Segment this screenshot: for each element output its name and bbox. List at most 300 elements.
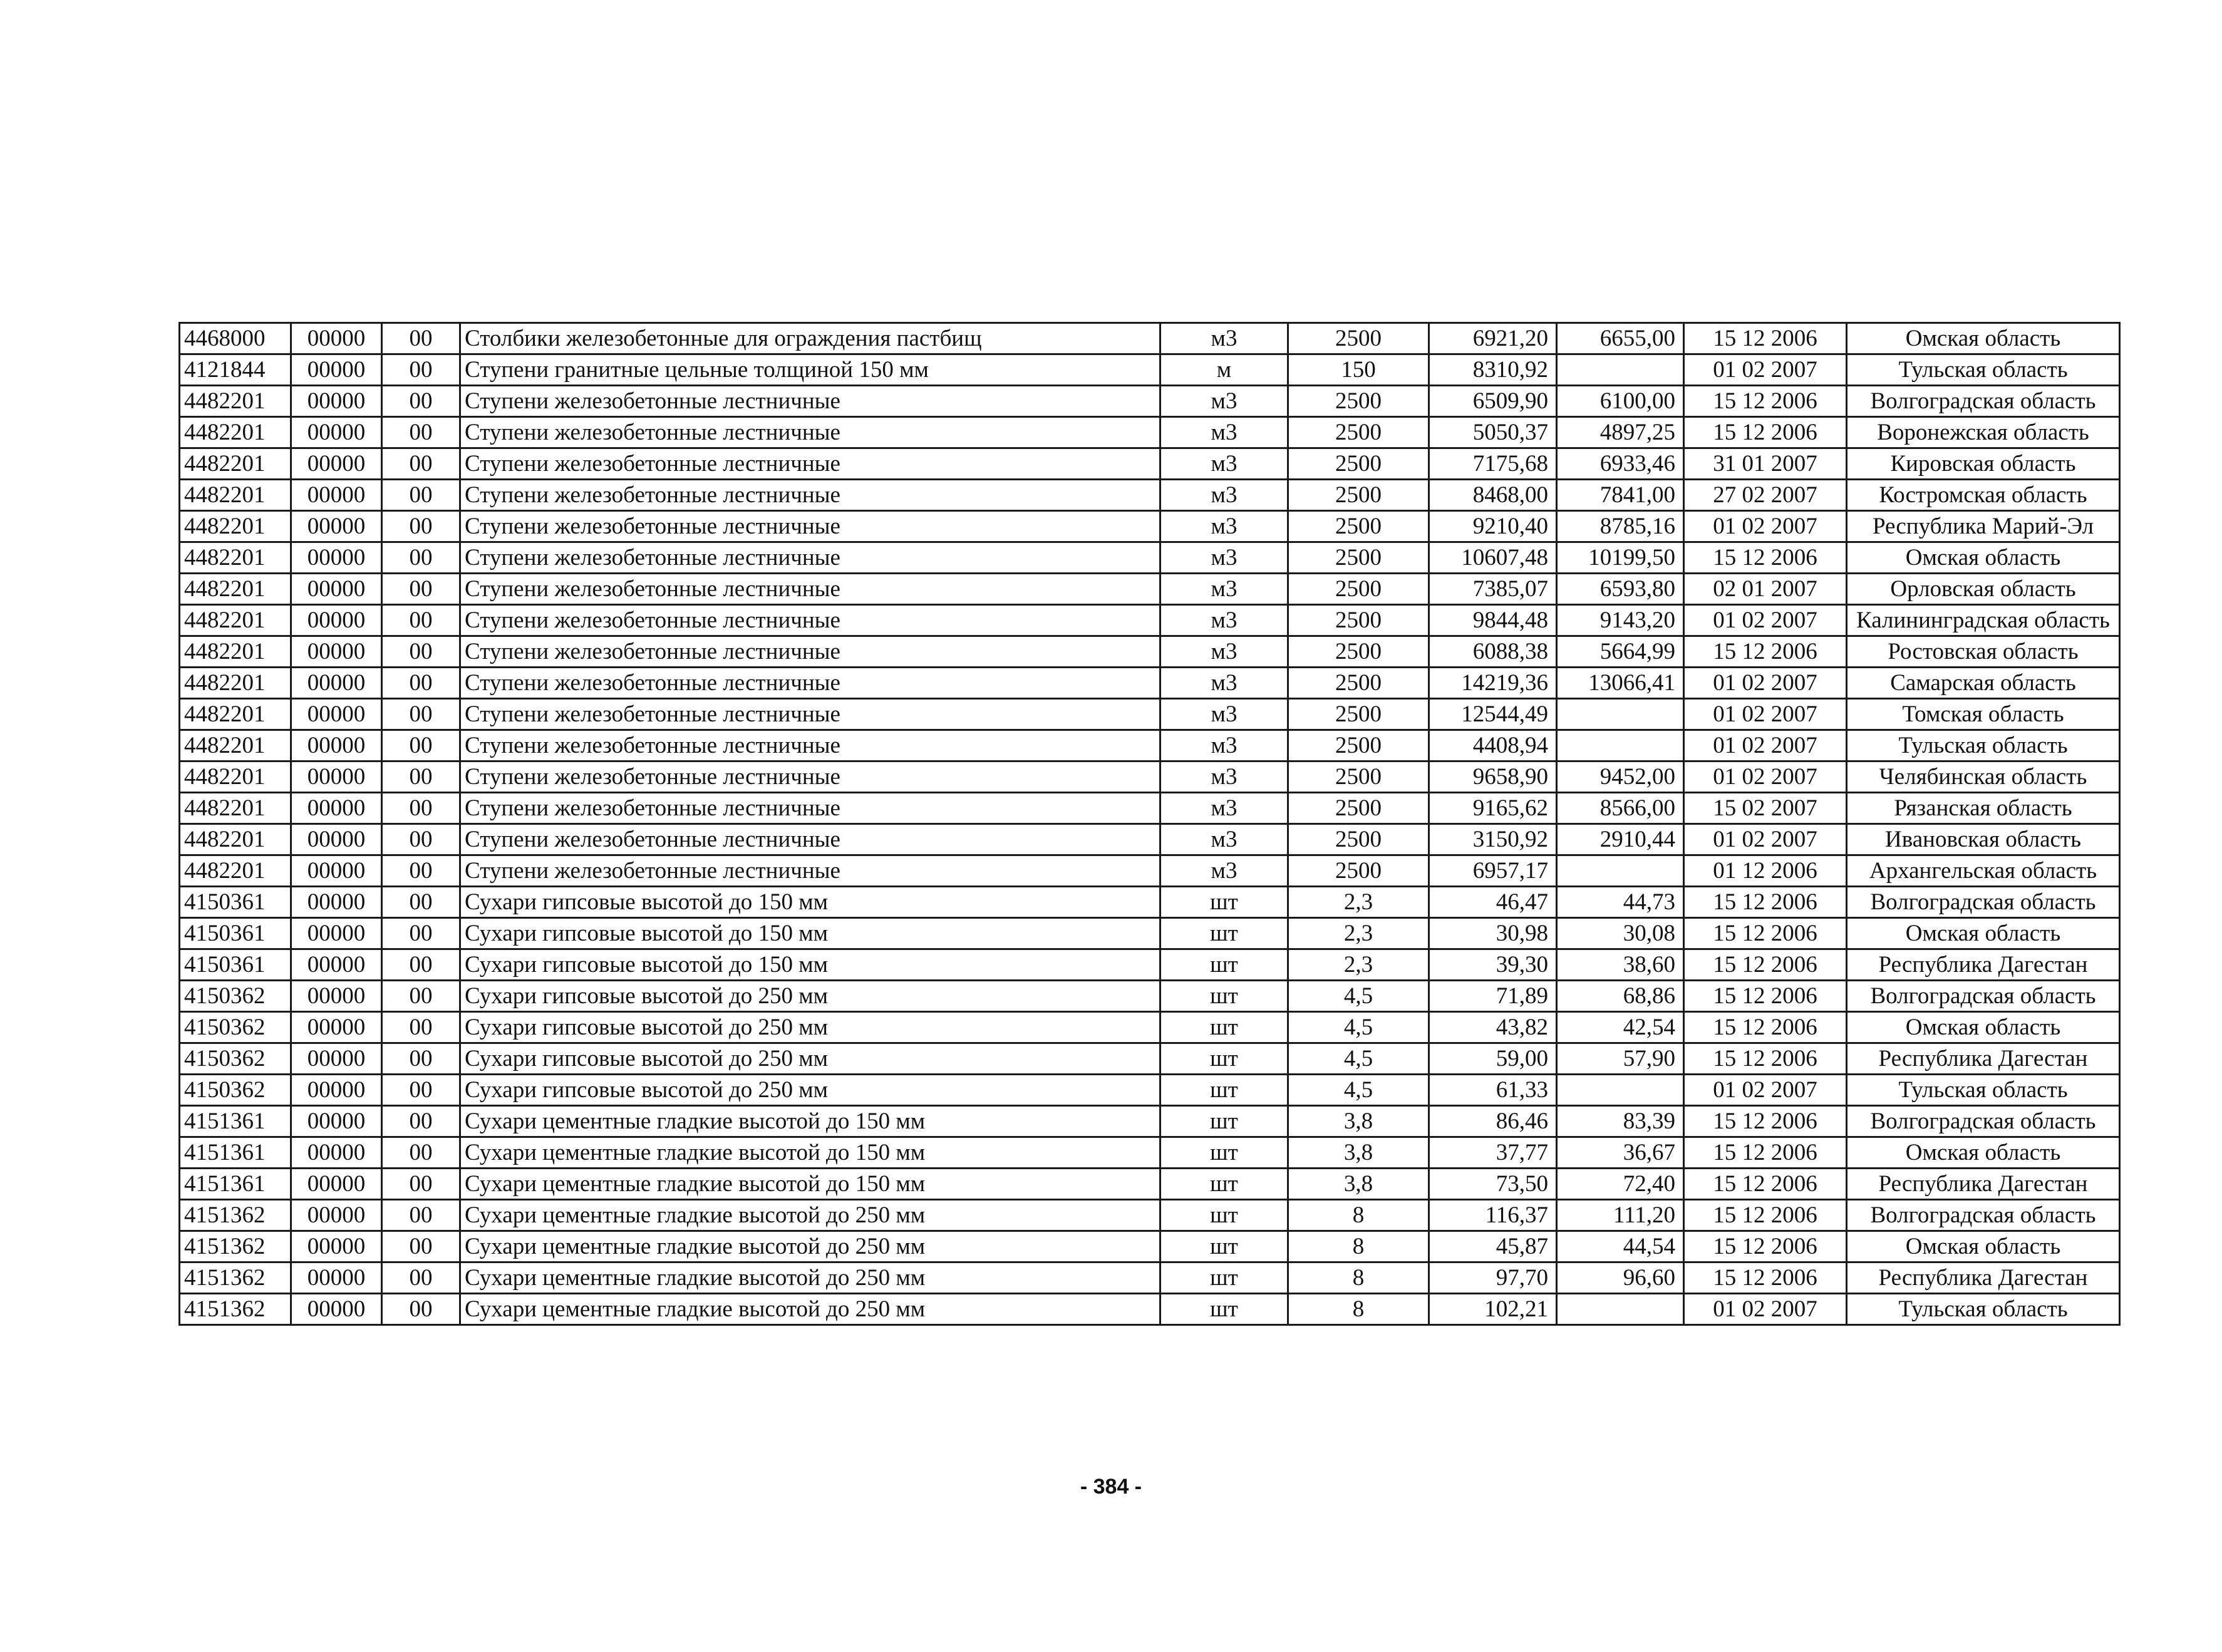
cell-subcode: 00000	[291, 761, 382, 793]
cell-subcode: 00000	[291, 949, 382, 981]
cell-code: 4482201	[180, 855, 291, 887]
cell-price: 61,33	[1429, 1075, 1557, 1106]
cell-suffix: 00	[382, 699, 460, 730]
cell-suffix: 00	[382, 1043, 460, 1075]
cell-date: 27 02 2007	[1684, 480, 1847, 511]
cell-unit: шт	[1160, 1294, 1288, 1325]
table-row	[180, 511, 2120, 542]
cell-suffix: 00	[382, 417, 460, 448]
cell-unit: шт	[1160, 1169, 1288, 1200]
cell-norm: 150	[1288, 354, 1429, 386]
cell-name: Ступени железобетонные лестничные	[460, 448, 1160, 480]
cell-region: Республика Дагестан	[1847, 1169, 2120, 1200]
cell-suffix: 00	[382, 354, 460, 386]
cell-subcode: 00000	[291, 1294, 382, 1325]
cell-price-alt: 6100,00	[1557, 386, 1684, 417]
cell-name: Сухари цементные гладкие высотой до 250 мм	[460, 1200, 1160, 1231]
cell-code: 4482201	[180, 793, 291, 824]
cell-unit: шт	[1160, 1012, 1288, 1043]
cell-name: Сухари цементные гладкие высотой до 250 мм	[460, 1294, 1160, 1325]
table-row	[180, 1169, 2120, 1200]
cell-price-alt	[1557, 855, 1684, 887]
table-row	[180, 605, 2120, 636]
cell-name: Столбики железобетонные для ограждения пастбищ	[460, 323, 1160, 354]
table-row	[180, 887, 2120, 918]
cell-norm: 4,5	[1288, 1012, 1429, 1043]
cell-norm: 2500	[1288, 605, 1429, 636]
table-row	[180, 824, 2120, 855]
cell-price-alt	[1557, 699, 1684, 730]
cell-price: 7385,07	[1429, 574, 1557, 605]
cell-price-alt: 44,73	[1557, 887, 1684, 918]
cell-suffix: 00	[382, 761, 460, 793]
cell-price-alt: 111,20	[1557, 1200, 1684, 1231]
table-row	[180, 918, 2120, 949]
cell-region: Калининградская область	[1847, 605, 2120, 636]
cell-name: Сухари гипсовые высотой до 150 мм	[460, 887, 1160, 918]
cell-region: Волгоградская область	[1847, 887, 2120, 918]
cell-code: 4150362	[180, 1012, 291, 1043]
cell-code: 4482201	[180, 730, 291, 761]
cell-name: Ступени железобетонные лестничные	[460, 605, 1160, 636]
cell-date: 01 02 2007	[1684, 1075, 1847, 1106]
cell-unit: м3	[1160, 730, 1288, 761]
cell-norm: 8	[1288, 1294, 1429, 1325]
page-number: - 384 -	[1080, 1475, 1142, 1499]
cell-price-alt: 6655,00	[1557, 323, 1684, 354]
cell-unit: м3	[1160, 448, 1288, 480]
cell-region: Ростовская область	[1847, 636, 2120, 668]
cell-region: Челябинская область	[1847, 761, 2120, 793]
cell-norm: 2500	[1288, 480, 1429, 511]
cell-norm: 3,8	[1288, 1106, 1429, 1137]
cell-region: Республика Марий-Эл	[1847, 511, 2120, 542]
cell-name: Сухари цементные гладкие высотой до 150 мм	[460, 1169, 1160, 1200]
cell-region: Омская область	[1847, 918, 2120, 949]
cell-price: 46,47	[1429, 887, 1557, 918]
cell-norm: 2500	[1288, 668, 1429, 699]
cell-unit: шт	[1160, 1075, 1288, 1106]
table-row	[180, 1106, 2120, 1137]
table-row	[180, 417, 2120, 448]
cell-unit: м3	[1160, 417, 1288, 448]
cell-unit: шт	[1160, 981, 1288, 1012]
cell-price: 9844,48	[1429, 605, 1557, 636]
cell-region: Омская область	[1847, 542, 2120, 574]
cell-suffix: 00	[382, 949, 460, 981]
cell-suffix: 00	[382, 1106, 460, 1137]
cell-date: 15 12 2006	[1684, 542, 1847, 574]
cell-price-alt: 38,60	[1557, 949, 1684, 981]
cell-suffix: 00	[382, 1262, 460, 1294]
cell-date: 01 02 2007	[1684, 354, 1847, 386]
price-table	[178, 322, 2121, 1326]
cell-subcode: 00000	[291, 699, 382, 730]
cell-subcode: 00000	[291, 417, 382, 448]
cell-name: Ступени железобетонные лестничные	[460, 824, 1160, 855]
cell-price-alt: 42,54	[1557, 1012, 1684, 1043]
cell-code: 4121844	[180, 354, 291, 386]
cell-subcode: 00000	[291, 668, 382, 699]
cell-price: 43,82	[1429, 1012, 1557, 1043]
cell-region: Республика Дагестан	[1847, 949, 2120, 981]
table-row	[180, 1231, 2120, 1262]
cell-name: Сухари цементные гладкие высотой до 250 мм	[460, 1262, 1160, 1294]
cell-suffix: 00	[382, 605, 460, 636]
cell-code: 4482201	[180, 699, 291, 730]
cell-name: Ступени железобетонные лестничные	[460, 793, 1160, 824]
cell-price-alt	[1557, 730, 1684, 761]
table-row	[180, 855, 2120, 887]
cell-price: 30,98	[1429, 918, 1557, 949]
cell-norm: 8	[1288, 1262, 1429, 1294]
cell-name: Ступени железобетонные лестничные	[460, 511, 1160, 542]
cell-code: 4482201	[180, 824, 291, 855]
cell-subcode: 00000	[291, 574, 382, 605]
cell-norm: 2500	[1288, 699, 1429, 730]
cell-name: Ступени гранитные цельные толщиной 150 мм	[460, 354, 1160, 386]
cell-region: Костромская область	[1847, 480, 2120, 511]
cell-code: 4150361	[180, 949, 291, 981]
cell-region: Томская область	[1847, 699, 2120, 730]
table-row	[180, 448, 2120, 480]
cell-subcode: 00000	[291, 793, 382, 824]
cell-date: 31 01 2007	[1684, 448, 1847, 480]
cell-unit: шт	[1160, 887, 1288, 918]
cell-name: Ступени железобетонные лестничные	[460, 542, 1160, 574]
cell-price: 6509,90	[1429, 386, 1557, 417]
table-row	[180, 1043, 2120, 1075]
cell-unit: шт	[1160, 1262, 1288, 1294]
cell-price: 116,37	[1429, 1200, 1557, 1231]
cell-price-alt: 9143,20	[1557, 605, 1684, 636]
cell-suffix: 00	[382, 887, 460, 918]
cell-code: 4482201	[180, 417, 291, 448]
cell-price: 9165,62	[1429, 793, 1557, 824]
cell-unit: м	[1160, 354, 1288, 386]
cell-date: 15 12 2006	[1684, 1262, 1847, 1294]
table-row	[180, 761, 2120, 793]
cell-suffix: 00	[382, 855, 460, 887]
cell-price-alt: 4897,25	[1557, 417, 1684, 448]
cell-price: 59,00	[1429, 1043, 1557, 1075]
cell-date: 15 12 2006	[1684, 386, 1847, 417]
cell-code: 4150361	[180, 918, 291, 949]
cell-price-alt	[1557, 1075, 1684, 1106]
cell-region: Воронежская область	[1847, 417, 2120, 448]
cell-suffix: 00	[382, 542, 460, 574]
cell-suffix: 00	[382, 574, 460, 605]
cell-region: Рязанская область	[1847, 793, 2120, 824]
table-row	[180, 730, 2120, 761]
cell-date: 15 12 2006	[1684, 1137, 1847, 1169]
cell-region: Тульская область	[1847, 354, 2120, 386]
cell-date: 15 12 2006	[1684, 949, 1847, 981]
cell-norm: 2500	[1288, 730, 1429, 761]
cell-code: 4150362	[180, 1075, 291, 1106]
cell-suffix: 00	[382, 636, 460, 668]
cell-norm: 2,3	[1288, 949, 1429, 981]
cell-price: 6088,38	[1429, 636, 1557, 668]
cell-norm: 2500	[1288, 793, 1429, 824]
cell-name: Ступени железобетонные лестничные	[460, 386, 1160, 417]
cell-norm: 2,3	[1288, 918, 1429, 949]
cell-price-alt: 30,08	[1557, 918, 1684, 949]
cell-code: 4482201	[180, 448, 291, 480]
cell-unit: м3	[1160, 668, 1288, 699]
cell-unit: м3	[1160, 605, 1288, 636]
cell-suffix: 00	[382, 1294, 460, 1325]
cell-code: 4468000	[180, 323, 291, 354]
cell-price-alt	[1557, 354, 1684, 386]
cell-price-alt: 44,54	[1557, 1231, 1684, 1262]
cell-subcode: 00000	[291, 448, 382, 480]
table-row	[180, 386, 2120, 417]
cell-suffix: 00	[382, 1137, 460, 1169]
cell-date: 01 02 2007	[1684, 668, 1847, 699]
cell-date: 01 02 2007	[1684, 605, 1847, 636]
cell-norm: 8	[1288, 1200, 1429, 1231]
cell-subcode: 00000	[291, 1137, 382, 1169]
cell-suffix: 00	[382, 1012, 460, 1043]
table-row	[180, 354, 2120, 386]
table-row	[180, 1262, 2120, 1294]
cell-code: 4151361	[180, 1169, 291, 1200]
cell-norm: 3,8	[1288, 1169, 1429, 1200]
cell-region: Кировская область	[1847, 448, 2120, 480]
table-row	[180, 1294, 2120, 1325]
cell-suffix: 00	[382, 480, 460, 511]
cell-subcode: 00000	[291, 636, 382, 668]
cell-date: 15 12 2006	[1684, 636, 1847, 668]
cell-suffix: 00	[382, 1169, 460, 1200]
cell-norm: 2500	[1288, 761, 1429, 793]
cell-region: Волгоградская область	[1847, 1106, 2120, 1137]
cell-norm: 2500	[1288, 542, 1429, 574]
cell-code: 4150362	[180, 1043, 291, 1075]
cell-name: Ступени железобетонные лестничные	[460, 730, 1160, 761]
cell-price-alt: 9452,00	[1557, 761, 1684, 793]
cell-unit: шт	[1160, 1043, 1288, 1075]
cell-subcode: 00000	[291, 981, 382, 1012]
cell-price: 73,50	[1429, 1169, 1557, 1200]
cell-date: 02 01 2007	[1684, 574, 1847, 605]
cell-region: Ивановская область	[1847, 824, 2120, 855]
cell-unit: шт	[1160, 918, 1288, 949]
cell-price: 9658,90	[1429, 761, 1557, 793]
cell-suffix: 00	[382, 668, 460, 699]
cell-price-alt: 8785,16	[1557, 511, 1684, 542]
cell-suffix: 00	[382, 1231, 460, 1262]
cell-norm: 2500	[1288, 855, 1429, 887]
cell-code: 4150362	[180, 981, 291, 1012]
cell-region: Омская область	[1847, 1137, 2120, 1169]
table-row	[180, 1137, 2120, 1169]
cell-suffix: 00	[382, 323, 460, 354]
cell-norm: 4,5	[1288, 1075, 1429, 1106]
cell-price: 37,77	[1429, 1137, 1557, 1169]
cell-norm: 8	[1288, 1231, 1429, 1262]
cell-date: 01 02 2007	[1684, 824, 1847, 855]
cell-suffix: 00	[382, 511, 460, 542]
cell-price: 86,46	[1429, 1106, 1557, 1137]
table-row	[180, 668, 2120, 699]
cell-norm: 4,5	[1288, 981, 1429, 1012]
cell-price-alt: 6933,46	[1557, 448, 1684, 480]
cell-code: 4151361	[180, 1106, 291, 1137]
cell-price: 9210,40	[1429, 511, 1557, 542]
table-row	[180, 1075, 2120, 1106]
cell-subcode: 00000	[291, 323, 382, 354]
cell-price-alt: 7841,00	[1557, 480, 1684, 511]
cell-price: 71,89	[1429, 981, 1557, 1012]
cell-suffix: 00	[382, 730, 460, 761]
cell-subcode: 00000	[291, 1043, 382, 1075]
cell-subcode: 00000	[291, 480, 382, 511]
cell-suffix: 00	[382, 918, 460, 949]
cell-name: Сухари гипсовые высотой до 150 мм	[460, 949, 1160, 981]
cell-code: 4482201	[180, 668, 291, 699]
cell-region: Орловская область	[1847, 574, 2120, 605]
cell-subcode: 00000	[291, 511, 382, 542]
cell-price: 5050,37	[1429, 417, 1557, 448]
cell-date: 15 12 2006	[1684, 1231, 1847, 1262]
cell-price: 14219,36	[1429, 668, 1557, 699]
cell-subcode: 00000	[291, 1075, 382, 1106]
cell-price: 4408,94	[1429, 730, 1557, 761]
cell-region: Тульская область	[1847, 1075, 2120, 1106]
cell-region: Волгоградская область	[1847, 386, 2120, 417]
table-row	[180, 323, 2120, 354]
cell-subcode: 00000	[291, 1262, 382, 1294]
cell-norm: 3,8	[1288, 1137, 1429, 1169]
cell-unit: м3	[1160, 480, 1288, 511]
cell-price: 12544,49	[1429, 699, 1557, 730]
cell-suffix: 00	[382, 793, 460, 824]
cell-subcode: 00000	[291, 730, 382, 761]
cell-unit: м3	[1160, 542, 1288, 574]
cell-date: 01 02 2007	[1684, 761, 1847, 793]
table-row	[180, 793, 2120, 824]
cell-region: Омская область	[1847, 1231, 2120, 1262]
cell-name: Сухари гипсовые высотой до 150 мм	[460, 918, 1160, 949]
cell-code: 4482201	[180, 542, 291, 574]
cell-price-alt: 36,67	[1557, 1137, 1684, 1169]
cell-unit: м3	[1160, 511, 1288, 542]
cell-price: 7175,68	[1429, 448, 1557, 480]
cell-region: Республика Дагестан	[1847, 1262, 2120, 1294]
cell-name: Ступени железобетонные лестничные	[460, 855, 1160, 887]
cell-price-alt: 6593,80	[1557, 574, 1684, 605]
cell-region: Омская область	[1847, 323, 2120, 354]
cell-unit: м3	[1160, 699, 1288, 730]
cell-region: Волгоградская область	[1847, 981, 2120, 1012]
cell-code: 4482201	[180, 480, 291, 511]
table-row	[180, 949, 2120, 981]
cell-date: 15 12 2006	[1684, 918, 1847, 949]
cell-norm: 2,3	[1288, 887, 1429, 918]
cell-region: Тульская область	[1847, 1294, 2120, 1325]
cell-name: Сухари цементные гладкие высотой до 150 мм	[460, 1106, 1160, 1137]
cell-suffix: 00	[382, 1075, 460, 1106]
cell-unit: м3	[1160, 323, 1288, 354]
cell-code: 4151362	[180, 1200, 291, 1231]
cell-price-alt: 72,40	[1557, 1169, 1684, 1200]
cell-name: Сухари гипсовые высотой до 250 мм	[460, 1012, 1160, 1043]
cell-subcode: 00000	[291, 1200, 382, 1231]
cell-code: 4151362	[180, 1294, 291, 1325]
cell-norm: 2500	[1288, 448, 1429, 480]
cell-subcode: 00000	[291, 1231, 382, 1262]
cell-unit: шт	[1160, 1200, 1288, 1231]
cell-date: 01 02 2007	[1684, 730, 1847, 761]
cell-date: 01 12 2006	[1684, 855, 1847, 887]
cell-suffix: 00	[382, 981, 460, 1012]
cell-name: Сухари гипсовые высотой до 250 мм	[460, 981, 1160, 1012]
cell-region: Архангельская область	[1847, 855, 2120, 887]
cell-unit: м3	[1160, 824, 1288, 855]
cell-price: 97,70	[1429, 1262, 1557, 1294]
cell-name: Ступени железобетонные лестничные	[460, 668, 1160, 699]
cell-norm: 2500	[1288, 511, 1429, 542]
table-row	[180, 574, 2120, 605]
cell-norm: 4,5	[1288, 1043, 1429, 1075]
cell-name: Ступени железобетонные лестничные	[460, 761, 1160, 793]
cell-price-alt: 83,39	[1557, 1106, 1684, 1137]
cell-price: 102,21	[1429, 1294, 1557, 1325]
cell-subcode: 00000	[291, 542, 382, 574]
cell-price-alt: 13066,41	[1557, 668, 1684, 699]
cell-date: 01 02 2007	[1684, 511, 1847, 542]
cell-date: 15 02 2007	[1684, 793, 1847, 824]
cell-price: 8468,00	[1429, 480, 1557, 511]
cell-price-alt	[1557, 1294, 1684, 1325]
cell-date: 15 12 2006	[1684, 1169, 1847, 1200]
cell-code: 4482201	[180, 386, 291, 417]
table-row	[180, 981, 2120, 1012]
cell-norm: 2500	[1288, 636, 1429, 668]
cell-price: 6957,17	[1429, 855, 1557, 887]
cell-subcode: 00000	[291, 1106, 382, 1137]
cell-price-alt: 10199,50	[1557, 542, 1684, 574]
cell-code: 4151361	[180, 1137, 291, 1169]
cell-date: 01 02 2007	[1684, 1294, 1847, 1325]
cell-price: 8310,92	[1429, 354, 1557, 386]
cell-date: 15 12 2006	[1684, 1012, 1847, 1043]
cell-subcode: 00000	[291, 386, 382, 417]
cell-subcode: 00000	[291, 887, 382, 918]
cell-subcode: 00000	[291, 1012, 382, 1043]
cell-region: Тульская область	[1847, 730, 2120, 761]
cell-norm: 2500	[1288, 824, 1429, 855]
cell-suffix: 00	[382, 386, 460, 417]
table-row	[180, 699, 2120, 730]
cell-name: Сухари гипсовые высотой до 250 мм	[460, 1075, 1160, 1106]
table-row	[180, 480, 2120, 511]
cell-date: 15 12 2006	[1684, 1200, 1847, 1231]
cell-date: 15 12 2006	[1684, 323, 1847, 354]
cell-subcode: 00000	[291, 855, 382, 887]
cell-region: Республика Дагестан	[1847, 1043, 2120, 1075]
cell-code: 4151362	[180, 1231, 291, 1262]
cell-unit: м3	[1160, 855, 1288, 887]
cell-unit: м3	[1160, 386, 1288, 417]
cell-suffix: 00	[382, 448, 460, 480]
cell-price-alt: 8566,00	[1557, 793, 1684, 824]
cell-region: Самарская область	[1847, 668, 2120, 699]
cell-subcode: 00000	[291, 824, 382, 855]
cell-date: 15 12 2006	[1684, 417, 1847, 448]
